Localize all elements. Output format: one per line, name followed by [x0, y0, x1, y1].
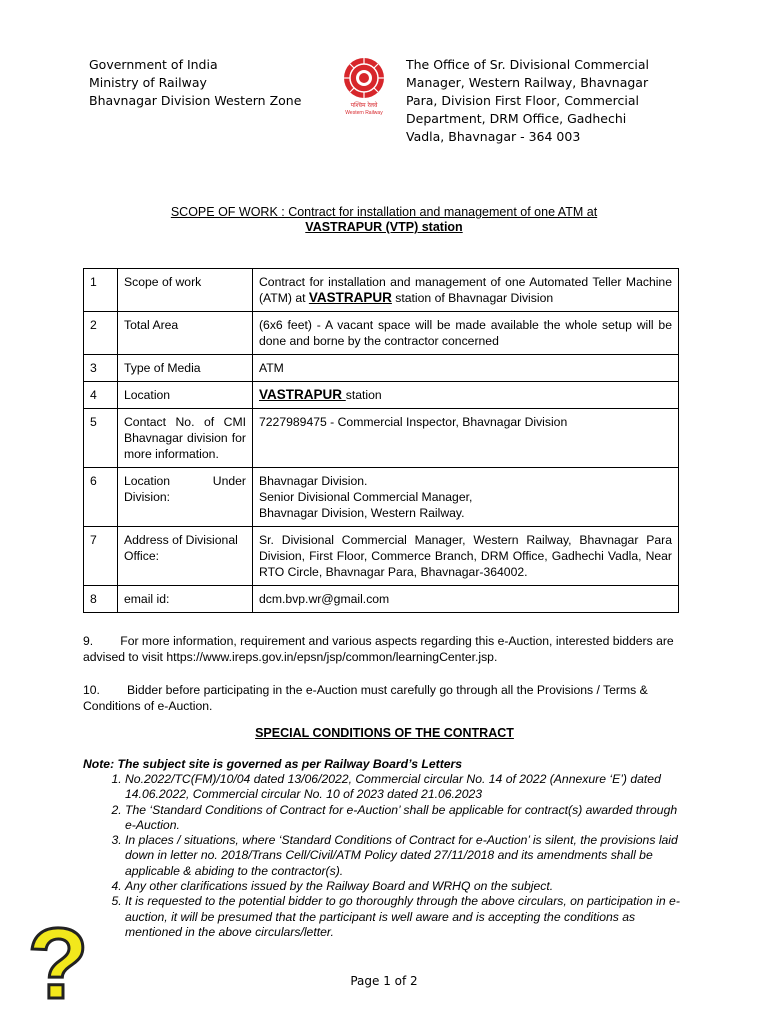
row-value: 7227989475 - Commercial Inspector, Bhavnagar Division [253, 409, 679, 468]
row-label: Scope of work [118, 269, 253, 312]
table-row [84, 409, 679, 468]
special-conditions-heading: SPECIAL CONDITIONS OF THE CONTRACT [255, 726, 514, 740]
paragraph-10: 10. Bidder before participating in the e-Auction must carefully go through all the Provisions / Terms & Conditions of e-Auction. [83, 683, 648, 713]
table-row [84, 586, 679, 613]
row-number: 6 [84, 468, 118, 527]
row-value: Bhavnagar Division. Senior Divisional Commercial Manager, Bhavnagar Division, Western Railway. [253, 468, 679, 527]
header-line: Department, DRM Office, Gadhechi [406, 111, 627, 126]
list-item: 5. It is requested to the potential bidder to go thoroughly through the above circulars, on participation in e-auction, it will be presumed that the participant is well aware and is accepting the conditions as mentioned in the above circulars/letter. [125, 894, 686, 940]
table-row [84, 269, 679, 312]
conditions-list [83, 772, 686, 940]
question-mark-icon [22, 910, 102, 1010]
row-value: ATM [253, 355, 679, 382]
table-row [84, 527, 679, 586]
header-line: The Office of Sr. Divisional Commercial [406, 57, 649, 72]
list-item: 4. Any other clarifications issued by the Railway Board and WRHQ on the subject. [125, 879, 686, 894]
western-railway-logo [340, 56, 388, 120]
row-label: Location [118, 382, 253, 409]
row-value: Sr. Divisional Commercial Manager, Western Railway, Bhavnagar Para Division, First Floor, Commerce Branch, DRM Office, Gadhechi Vadla, Near RTO Circle, Bhavnagar Para, Bhavnagar-364002. [253, 527, 679, 586]
office-address [406, 56, 666, 146]
header-line: Vadla, Bhavnagar - 364 003 [406, 129, 581, 144]
header-line: Government of India [89, 57, 218, 72]
table-row [84, 382, 679, 409]
row-value: Contract for installation and management of one Automated Teller Machine (ATM) at VASTRAPUR station of Bhavnagar Division [253, 269, 679, 312]
header-line: Para, Division First Floor, Commercial [406, 93, 639, 108]
row-value: (6x6 feet) - A vacant space will be made available the whole setup will be done and borne by the contractor concerned [253, 312, 679, 355]
logo-text-hindi: पश्चिम रेलवे [350, 102, 378, 109]
title-line-2: VASTRAPUR (VTP) station [305, 220, 463, 234]
row-value: dcm.bvp.wr@gmail.com [253, 586, 679, 613]
note-line: Note: The subject site is governed as per Railway Board’s Letters [83, 757, 463, 771]
row-label: Contact No. of CMI Bhavnagar division for more information. [118, 409, 253, 468]
row-value: VASTRAPUR station [253, 382, 679, 409]
row-number: 5 [84, 409, 118, 468]
header-line: Ministry of Railway [89, 75, 207, 90]
list-item: 3. In places / situations, where ‘Standard Conditions of Contract for e-Auction’ is silent, the provisions laid down in letter no. 2018/Trans Cell/Civil/ATM Policy dated 27/11/2018 and its amendments shall be applicable & abiding to the contractor(s). [125, 833, 686, 879]
logo-text-english: Western Railway [345, 110, 383, 116]
table-row [84, 468, 679, 527]
row-number: 8 [84, 586, 118, 613]
list-item: 2. The ‘Standard Conditions of Contract for e-Auction’ shall be applicable for contract(s) awarded through e-Auction. [125, 803, 686, 834]
title-line-1: SCOPE OF WORK : Contract for installation and management of one ATM at [170, 205, 598, 219]
page-number: Page 1 of 2 [350, 974, 418, 988]
table-row [84, 355, 679, 382]
row-number: 2 [84, 312, 118, 355]
header-line: Bhavnagar Division Western Zone [89, 93, 302, 108]
row-number: 4 [84, 382, 118, 409]
scope-table [83, 268, 679, 613]
row-label: Type of Media [118, 355, 253, 382]
row-label: Location Under Division: [118, 468, 253, 527]
svg-text:?: ? [27, 910, 89, 1010]
row-number: 7 [84, 527, 118, 586]
header-line: Manager, Western Railway, Bhavnagar [406, 75, 649, 90]
document-title [80, 205, 688, 235]
row-label: email id: [118, 586, 253, 613]
row-number: 3 [84, 355, 118, 382]
sender-address [89, 56, 301, 110]
table-row [84, 312, 679, 355]
list-item: 1. No.2022/TC(FM)/10/04 dated 13/06/2022, Commercial circular No. 14 of 2022 (Annexure ‘E’) dated 14.06.2022, Commercial circular No. 10 of 2023 dated 21.06.2023 [125, 772, 686, 803]
paragraph-9: 9. For more information, requirement and various aspects regarding this e-Auction, interested bidders are advised to visit https://www.ireps.gov.in/epsn/jsp/common/learningCenter.jsp. [83, 634, 674, 664]
row-number: 1 [84, 269, 118, 312]
row-label: Address of Divisional Office: [118, 527, 253, 586]
row-label: Total Area [118, 312, 253, 355]
